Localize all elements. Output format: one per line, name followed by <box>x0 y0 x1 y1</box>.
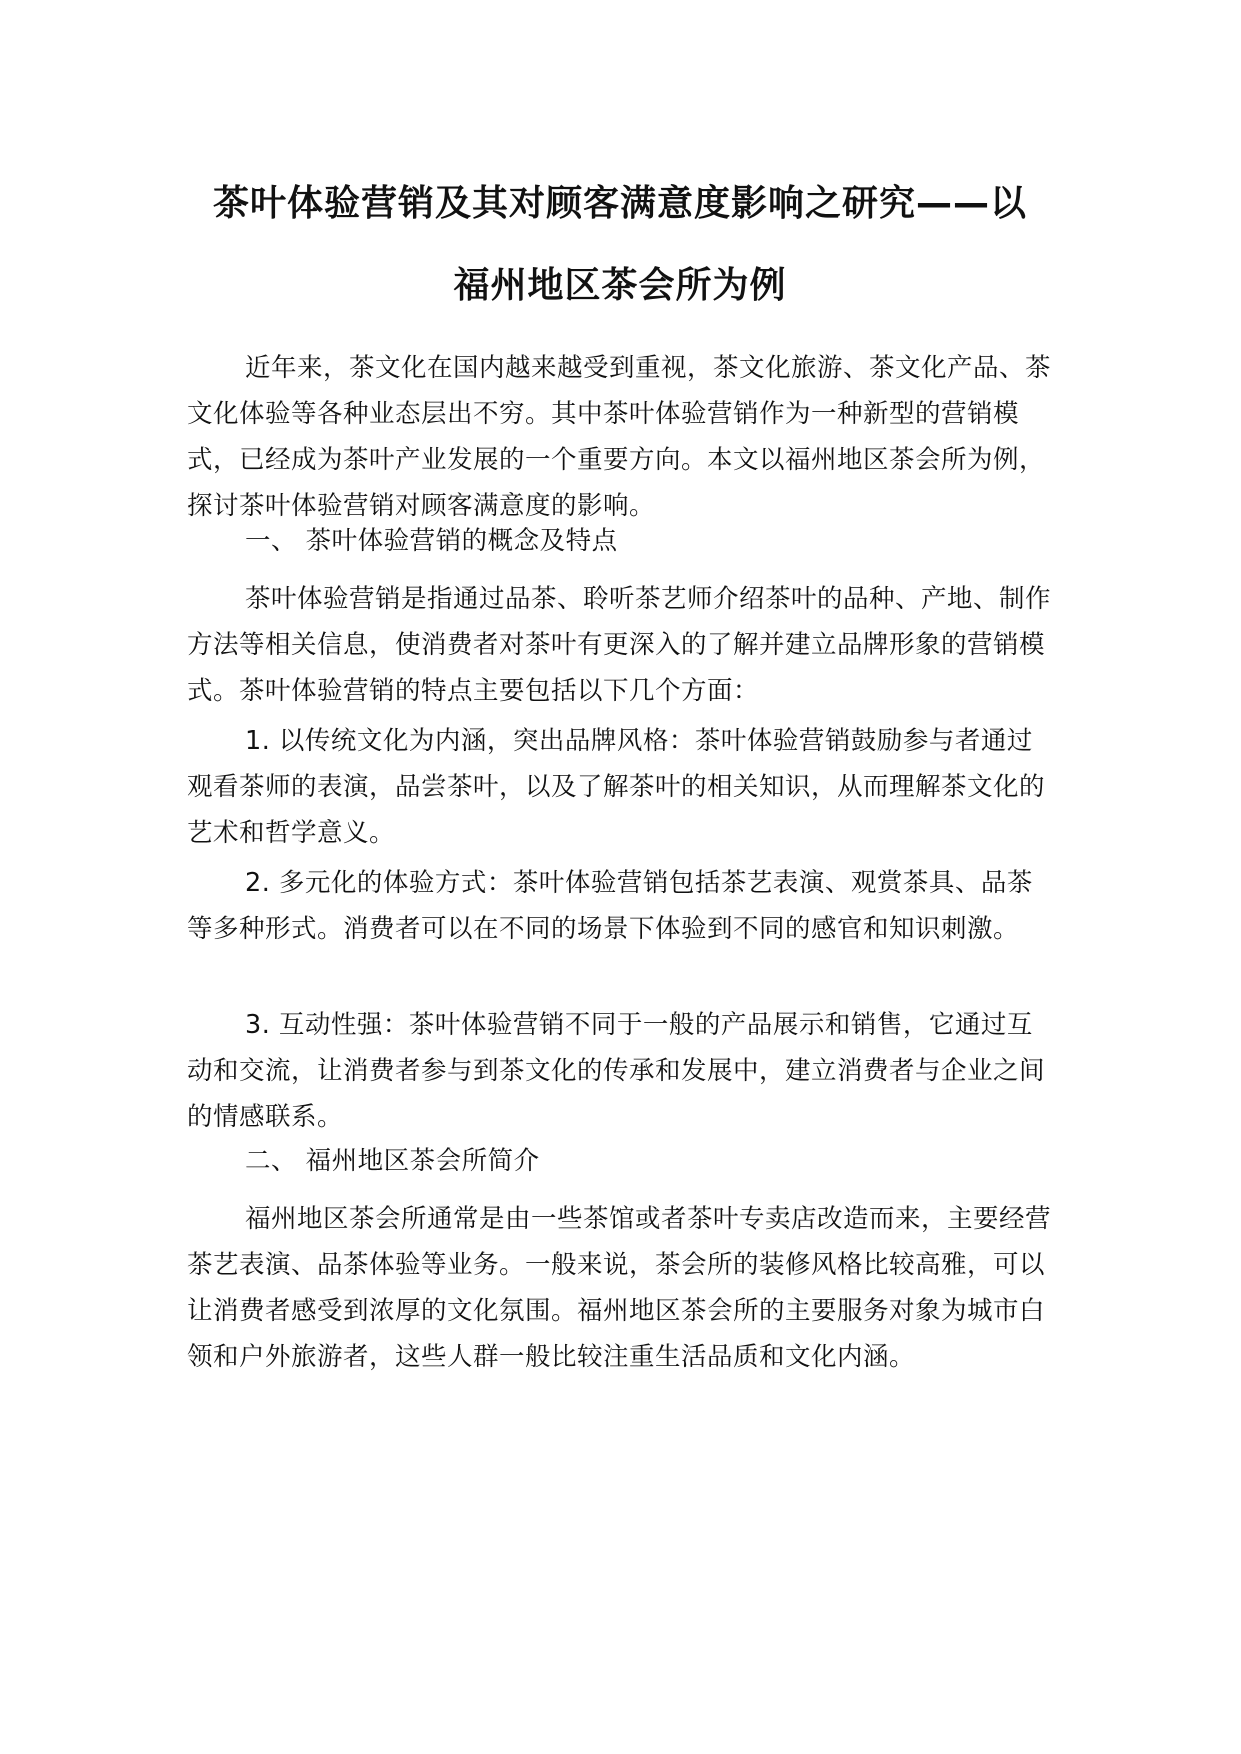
section-heading-2: 二、 福州地区茶会所简介 <box>245 1146 540 1176</box>
section-heading-2-block <box>187 1138 1057 1184</box>
document-body <box>187 345 1057 529</box>
list-item-2-block <box>187 860 1057 952</box>
list-item-3: 3. 互动性强：茶叶体验营销不同于一般的产品展示和销售，它通过互动和交流，让消费者参与到茶文化的传承和发展中，建立消费者与企业之间的情感联系。 <box>187 1010 1046 1132</box>
paragraph-concept-block <box>187 576 1057 714</box>
paragraph-concept: 茶叶体验营销是指通过品茶、聆听茶艺师介绍茶叶的品种、产地、制作方法等相关信息，使消费者对茶叶有更深入的了解并建立品牌形象的营销模式。茶叶体验营销的特点主要包括以下几个方面： <box>187 584 1052 706</box>
list-item-1-block <box>187 718 1057 856</box>
document-title-line-1: 茶叶体验营销及其对顾客满意度影响之研究——以 <box>212 183 1027 224</box>
paragraph-intro: 近年来，茶文化在国内越来越受到重视，茶文化旅游、茶文化产品、茶文化体验等各种业态层出不穷。其中茶叶体验营销作为一种新型的营销模式，已经成为茶叶产业发展的一个重要方向。本文以福州地区茶会所为例，探讨茶叶体验营销对顾客满意度的影响。 <box>187 353 1052 521</box>
document-title-line-2: 福州地区茶会所为例 <box>453 265 787 306</box>
paragraph-intro-teahouse-block <box>187 1196 1057 1380</box>
paragraph-intro-teahouse: 福州地区茶会所通常是由一些茶馆或者茶叶专卖店改造而来，主要经营茶艺表演、品茶体验等业务。一般来说，茶会所的装修风格比较高雅，可以让消费者感受到浓厚的文化氛围。福州地区茶会所的主要服务对象为城市白领和户外旅游者，这些人群一般比较注重生活品质和文化内涵。 <box>187 1204 1052 1372</box>
section-heading-1: 一、 茶叶体验营销的概念及特点 <box>245 526 618 556</box>
list-item-3-block <box>187 1002 1057 1140</box>
list-item-1: 1. 以传统文化为内涵，突出品牌风格：茶叶体验营销鼓励参与者通过观看茶师的表演，品尝茶叶，以及了解茶叶的相关知识，从而理解茶文化的艺术和哲学意义。 <box>187 726 1046 848</box>
list-item-2: 2. 多元化的体验方式：茶叶体验营销包括茶艺表演、观赏茶具、品茶等多种形式。消费者可以在不同的场景下体验到不同的感官和知识刺激。 <box>187 868 1033 944</box>
section-heading-1-block <box>187 518 1057 564</box>
